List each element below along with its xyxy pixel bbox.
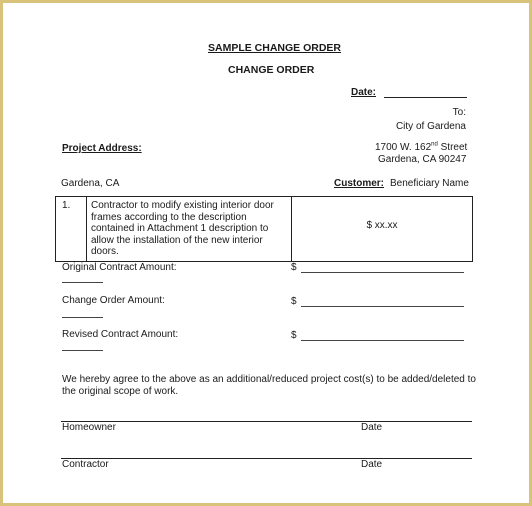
- original-amount-currency: $: [291, 262, 297, 273]
- item-description: Contractor to modify existing interior door frames according to the description contained in Attachment 1 description to allow the installation of the new interior doors.: [87, 197, 292, 262]
- date-line[interactable]: [384, 97, 467, 98]
- contractor-label: Contractor: [62, 459, 109, 470]
- recipient-city: Gardena, CA 90247: [378, 154, 467, 165]
- original-amount-short-line: [62, 282, 103, 283]
- contractor-date-label: Date: [361, 459, 383, 470]
- item-amount: $ xx.xx: [292, 197, 473, 262]
- change-order-document: [3, 3, 529, 503]
- project-address-label: Project Address:: [62, 143, 142, 154]
- original-amount-label: Original Contract Amount:: [62, 262, 177, 273]
- item-number: 1.: [56, 197, 87, 262]
- contractor-signature-line[interactable]: [61, 458, 472, 459]
- table-row: [56, 197, 473, 262]
- change-amount-label: Change Order Amount:: [62, 295, 165, 306]
- document-title: SAMPLE CHANGE ORDER: [208, 42, 342, 54]
- customer-value: Beneficiary Name: [390, 178, 469, 189]
- change-amount-short-line: [62, 317, 103, 318]
- agreement-text-line1: We hereby agree to the above as an additional/reduced project cost(s) to be added/deleted to: [62, 374, 476, 385]
- homeowner-label: Homeowner: [62, 422, 116, 433]
- date-label: Date:: [351, 87, 377, 98]
- recipient-street: 1700 W. 162nd Street: [375, 141, 468, 153]
- homeowner-signature-line[interactable]: [61, 421, 472, 422]
- customer-label: Customer:: [334, 178, 385, 189]
- project-city: Gardena, CA: [61, 178, 120, 189]
- recipient-to: To:: [452, 107, 466, 118]
- original-amount-line[interactable]: [301, 272, 464, 273]
- revised-amount-line[interactable]: [301, 340, 464, 341]
- revised-amount-short-line: [62, 350, 103, 351]
- recipient-name: City of Gardena: [395, 121, 466, 132]
- change-amount-currency: $: [291, 296, 297, 307]
- revised-amount-label: Revised Contract Amount:: [62, 329, 179, 340]
- change-amount-line[interactable]: [301, 306, 464, 307]
- change-items-table: [55, 196, 473, 262]
- revised-amount-currency: $: [291, 330, 297, 341]
- document-subtitle: CHANGE ORDER: [228, 64, 315, 76]
- agreement-text-line2: the original scope of work.: [62, 386, 179, 397]
- homeowner-date-label: Date: [361, 422, 383, 433]
